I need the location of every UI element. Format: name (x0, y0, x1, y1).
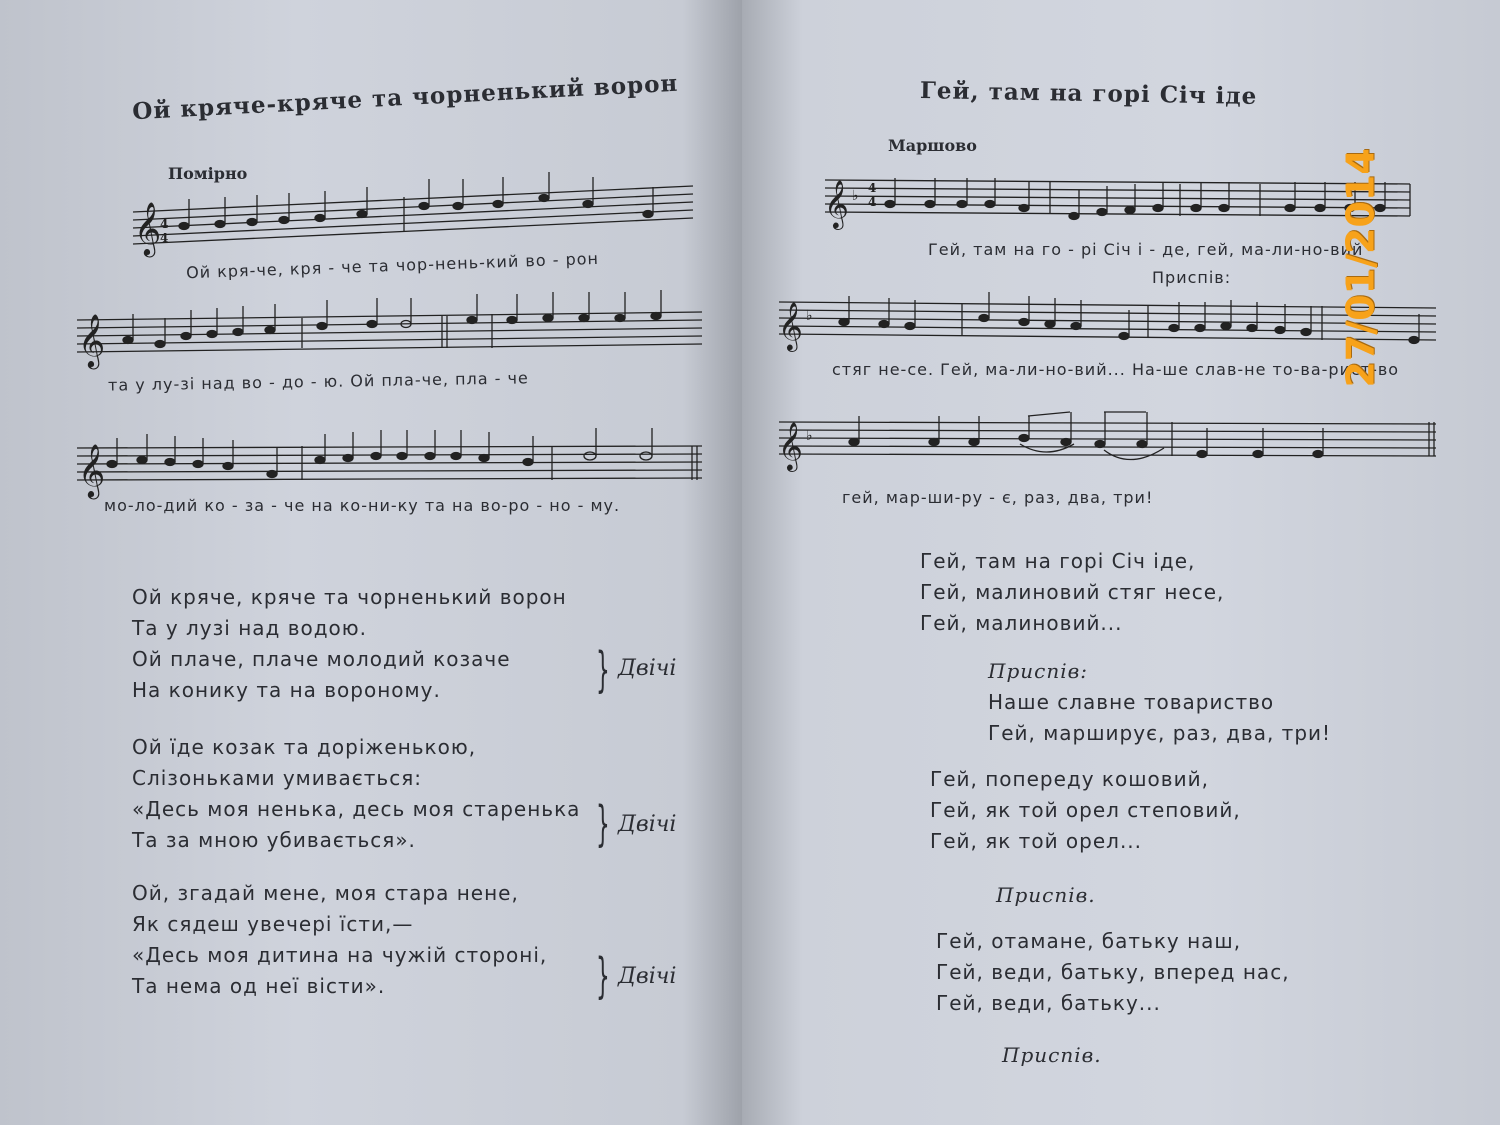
chorus-label: Приспів: (988, 659, 1088, 683)
left-staff-2 (72, 290, 712, 380)
left-staff-1 (128, 172, 708, 262)
verse-line: Гей, як той орел степовий, (930, 798, 1241, 822)
verse-line: Гей, марширує, раз, два, три! (988, 721, 1332, 745)
left-staff-3 (72, 418, 712, 508)
right-staff-1 (820, 160, 1420, 240)
right-staff-1-lyrics: Гей, там на го - рі Січ і - де, гей, ма-ли-но-вий (928, 240, 1364, 259)
right-tempo-marking: Маршово (888, 136, 977, 155)
verse-line: Гей, як той орел... (930, 829, 1143, 853)
svg-text:𝄞: 𝄞 (824, 179, 849, 228)
repeat-marker: Двічі (618, 656, 677, 681)
verse-line: Слізоньками умивається: (132, 766, 422, 790)
svg-text:♭: ♭ (806, 308, 813, 324)
verse-line: Ой плаче, плаче молодий козаче (132, 647, 511, 671)
svg-text:4: 4 (868, 195, 877, 209)
svg-text:4: 4 (868, 181, 877, 195)
repeat-marker: Двічі (618, 964, 677, 989)
right-verse-2 (930, 764, 1241, 857)
verse-line: Ой, згадай мене, моя стара нене, (132, 881, 519, 905)
chorus-reference (1002, 1040, 1102, 1071)
left-page (0, 0, 742, 1125)
right-song-title: Гей, там на горі Січ іде (919, 77, 1258, 110)
svg-text:𝄞: 𝄞 (78, 313, 106, 367)
verse-line: Ой їде козак та доріженькою, (132, 735, 477, 759)
verse-line: «Десь моя дитина на чужій стороні, (132, 943, 548, 967)
date-stamp (1338, 148, 1384, 388)
svg-text:♭: ♭ (806, 428, 813, 444)
svg-text:𝄞: 𝄞 (134, 201, 162, 255)
verse-line: Наше славне товариство (988, 690, 1275, 714)
verse-line: Та нема од неї вісти». (132, 974, 386, 998)
svg-text:𝄞: 𝄞 (78, 443, 106, 497)
verse-line: «Десь моя ненька, десь моя старенька (132, 797, 581, 821)
right-staff-2-lyrics: стяг не-се. Гей, ма-ли-но-вий... На-ше слав-не то-ва-рист-во (832, 360, 1400, 379)
chorus-ref-label: Приспів. (1002, 1043, 1102, 1067)
verse-line: Ой кряче, кряче та чорненький ворон (132, 585, 567, 609)
verse-line: Як сядеш увечері їсти,— (132, 912, 414, 936)
repeat-brace: } (596, 948, 610, 1004)
right-staff-3-lyrics: гей, мар-ши-ру - є, раз, два, три! (842, 488, 1154, 507)
verse-line: Гей, веди, батьку... (936, 991, 1161, 1015)
left-staff-3-lyrics: мо-ло-дий ко - за - че на ко-ни-ку та на во-ро - но - му. (104, 496, 621, 515)
repeat-marker: Двічі (618, 812, 677, 837)
chorus-block (988, 656, 1331, 749)
verse-line: Гей, попереду кошовий, (930, 767, 1209, 791)
right-staff-3 (774, 404, 1444, 484)
verse-line: Гей, там на горі Січ іде, (920, 549, 1196, 573)
left-verse-2 (132, 732, 580, 856)
chorus-reference (996, 880, 1096, 911)
left-staff-2-lyrics: та у лу-зі над во - до - ю. Ой пла-че, пла - че (107, 368, 529, 395)
verse-line: Гей, малиновий... (920, 611, 1123, 635)
chorus-ref-label: Приспів. (996, 883, 1096, 907)
left-song-title: Ой кряче-кряче та чорненький ворон (131, 69, 679, 126)
left-verse-1 (132, 582, 567, 706)
repeat-brace: } (596, 796, 610, 852)
verse-line: Гей, малиновий стяг несе, (920, 580, 1225, 604)
verse-line: Гей, веди, батьку, вперед нас, (936, 960, 1290, 984)
svg-text:𝄞: 𝄞 (778, 301, 803, 350)
right-verse-3 (936, 926, 1290, 1019)
svg-text:4: 4 (160, 217, 169, 231)
svg-text:♭: ♭ (852, 188, 859, 204)
left-tempo-marking: Помірно (168, 164, 248, 183)
verse-line: На конику та на вороному. (132, 678, 441, 702)
svg-text:𝄞: 𝄞 (778, 421, 803, 470)
right-verse-1 (920, 546, 1224, 639)
verse-line: Та за мною убивається». (132, 828, 416, 852)
chorus-label: Приспів: (1152, 268, 1232, 287)
repeat-brace: } (596, 642, 610, 698)
date-stamp-text: 27/01/2014 (1339, 148, 1383, 388)
right-page (742, 0, 1500, 1125)
svg-text:4: 4 (160, 231, 169, 245)
verse-line: Гей, отамане, батьку наш, (936, 929, 1242, 953)
left-verse-3 (132, 878, 547, 1002)
verse-line: Та у лузі над водою. (132, 616, 367, 640)
left-staff-1-lyrics: Ой кря-че, кря - че та чор-нень-кий во - рон (185, 248, 600, 283)
